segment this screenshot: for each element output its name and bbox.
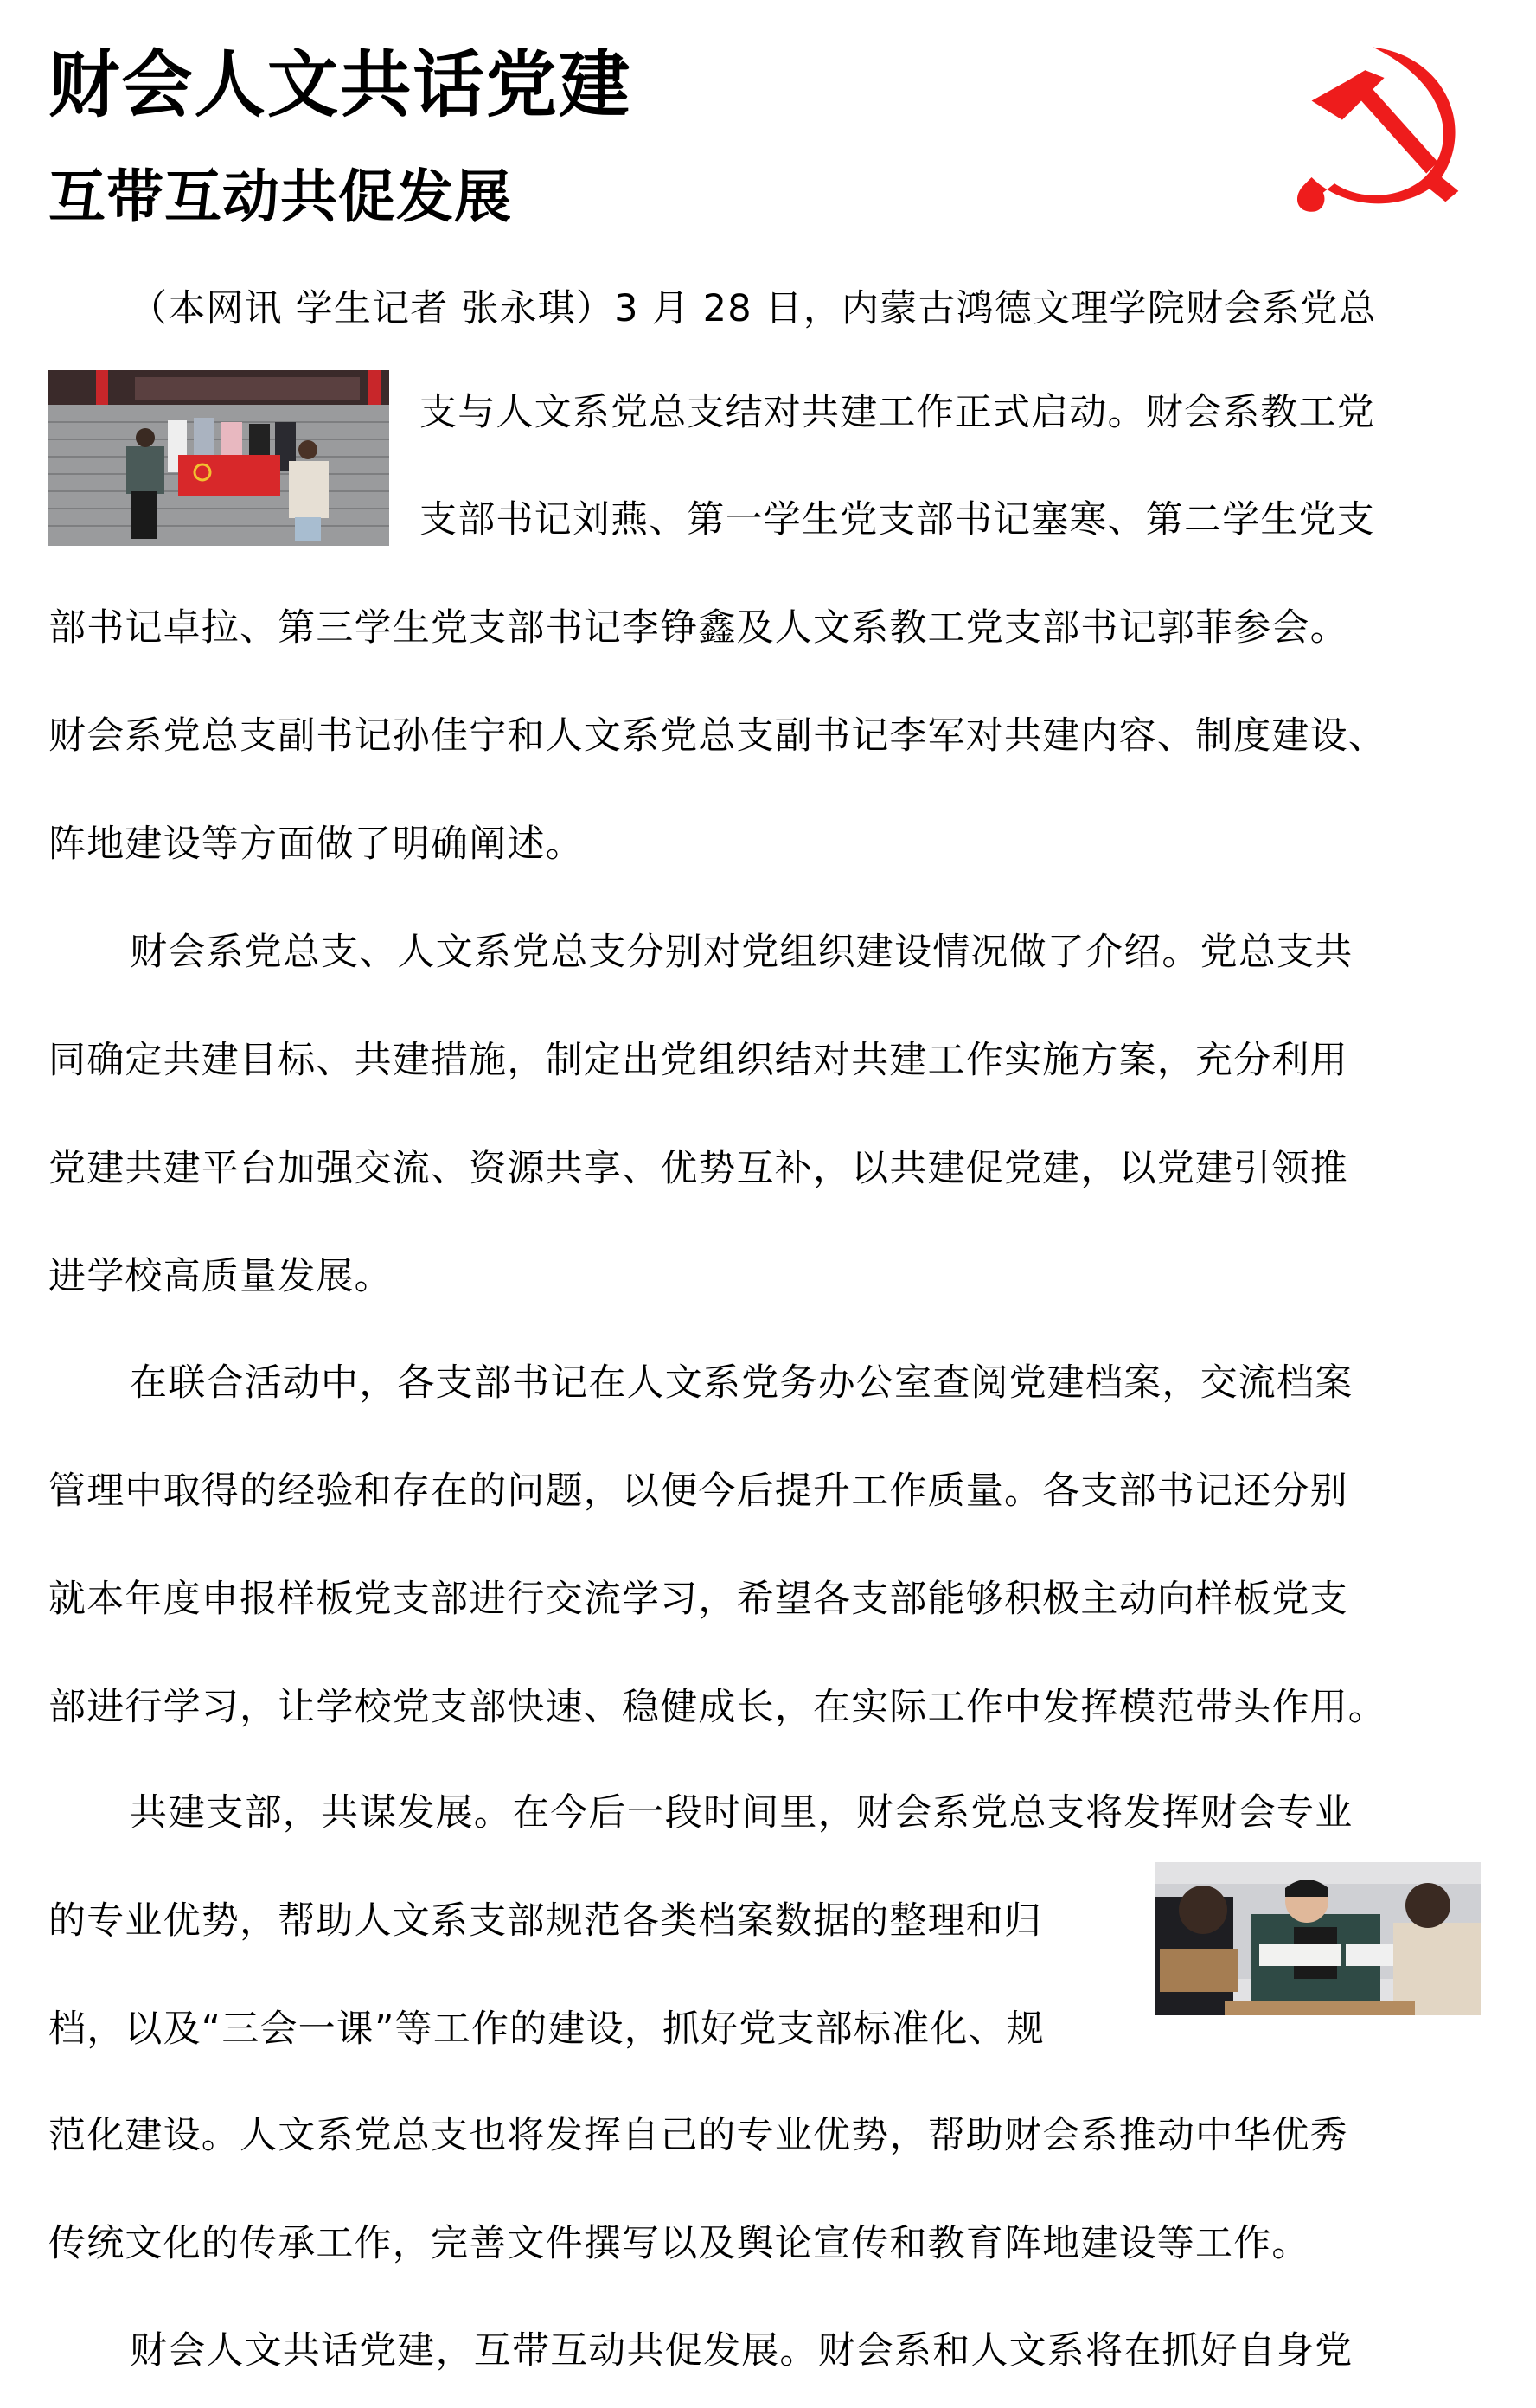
- archive-review-photo: [1155, 1862, 1481, 2015]
- article-line: （本网讯 学生记者 张永琪）3 月 28 日，内蒙古鸿德文理学院财会系党总: [130, 287, 1377, 330]
- article-line: 部书记卓拉、第三学生党支部书记李铮鑫及人文系教工党支部书记郭菲参会。: [48, 606, 1348, 650]
- article-line: 档，以及“三会一课”等工作的建设，抓好党支部标准化、规: [48, 2008, 1045, 2051]
- party-emblem-icon: [1289, 39, 1488, 216]
- article-line: 在联合活动中，各支部书记在人文系党务办公室查阅党建档案，交流档案: [130, 1361, 1354, 1405]
- article-line: 共建支部，共谋发展。在今后一段时间里，财会系党总支将发挥财会专业: [130, 1791, 1354, 1835]
- page-title: 财会人文共话党建: [48, 42, 632, 127]
- article-line: 传统文化的传承工作，完善文件撰写以及舆论宣传和教育阵地建设等工作。: [48, 2222, 1310, 2265]
- article-line: 党建共建平台加强交流、资源共享、优势互补，以共建促党建，以党建引领推: [48, 1147, 1348, 1190]
- article-line: 的专业优势，帮助人文系支部规范各类档案数据的整理和归: [48, 1899, 1043, 1943]
- page-subtitle: 互带互动共促发展: [48, 163, 512, 230]
- article-line: 阵地建设等方面做了明确阐述。: [48, 823, 584, 866]
- article-line: 支部书记刘燕、第一学生党支部书记塞寒、第二学生党支: [419, 498, 1375, 541]
- article-line: 管理中取得的经验和存在的问题，以便今后提升工作质量。各支部书记还分别: [48, 1470, 1348, 1513]
- article-line: 范化建设。人文系党总支也将发挥自己的专业优势，帮助财会系推动中华优秀: [48, 2114, 1348, 2157]
- article-line: 财会系党总支副书记孙佳宁和人文系党总支副书记李军对共建内容、制度建设、: [48, 714, 1386, 758]
- article-line: 部进行学习，让学校党支部快速、稳健成长，在实际工作中发挥模范带头作用。: [48, 1686, 1386, 1729]
- group-photo: [48, 370, 389, 546]
- article-line: 就本年度申报样板党支部进行交流学习，希望各支部能够积极主动向样板党支: [48, 1578, 1348, 1621]
- article-line: 同确定共建目标、共建措施，制定出党组织结对共建工作实施方案，充分利用: [48, 1039, 1348, 1082]
- article-line: 财会人文共话党建，互带互动共促发展。财会系和人文系将在抓好自身党: [130, 2329, 1354, 2373]
- article-line: 进学校高质量发展。: [48, 1255, 393, 1298]
- article-line: 财会系党总支、人文系党总支分别对党组织建设情况做了介绍。党总支共: [130, 931, 1354, 974]
- article-line: 支与人文系党总支结对共建工作正式启动。财会系教工党: [419, 391, 1375, 434]
